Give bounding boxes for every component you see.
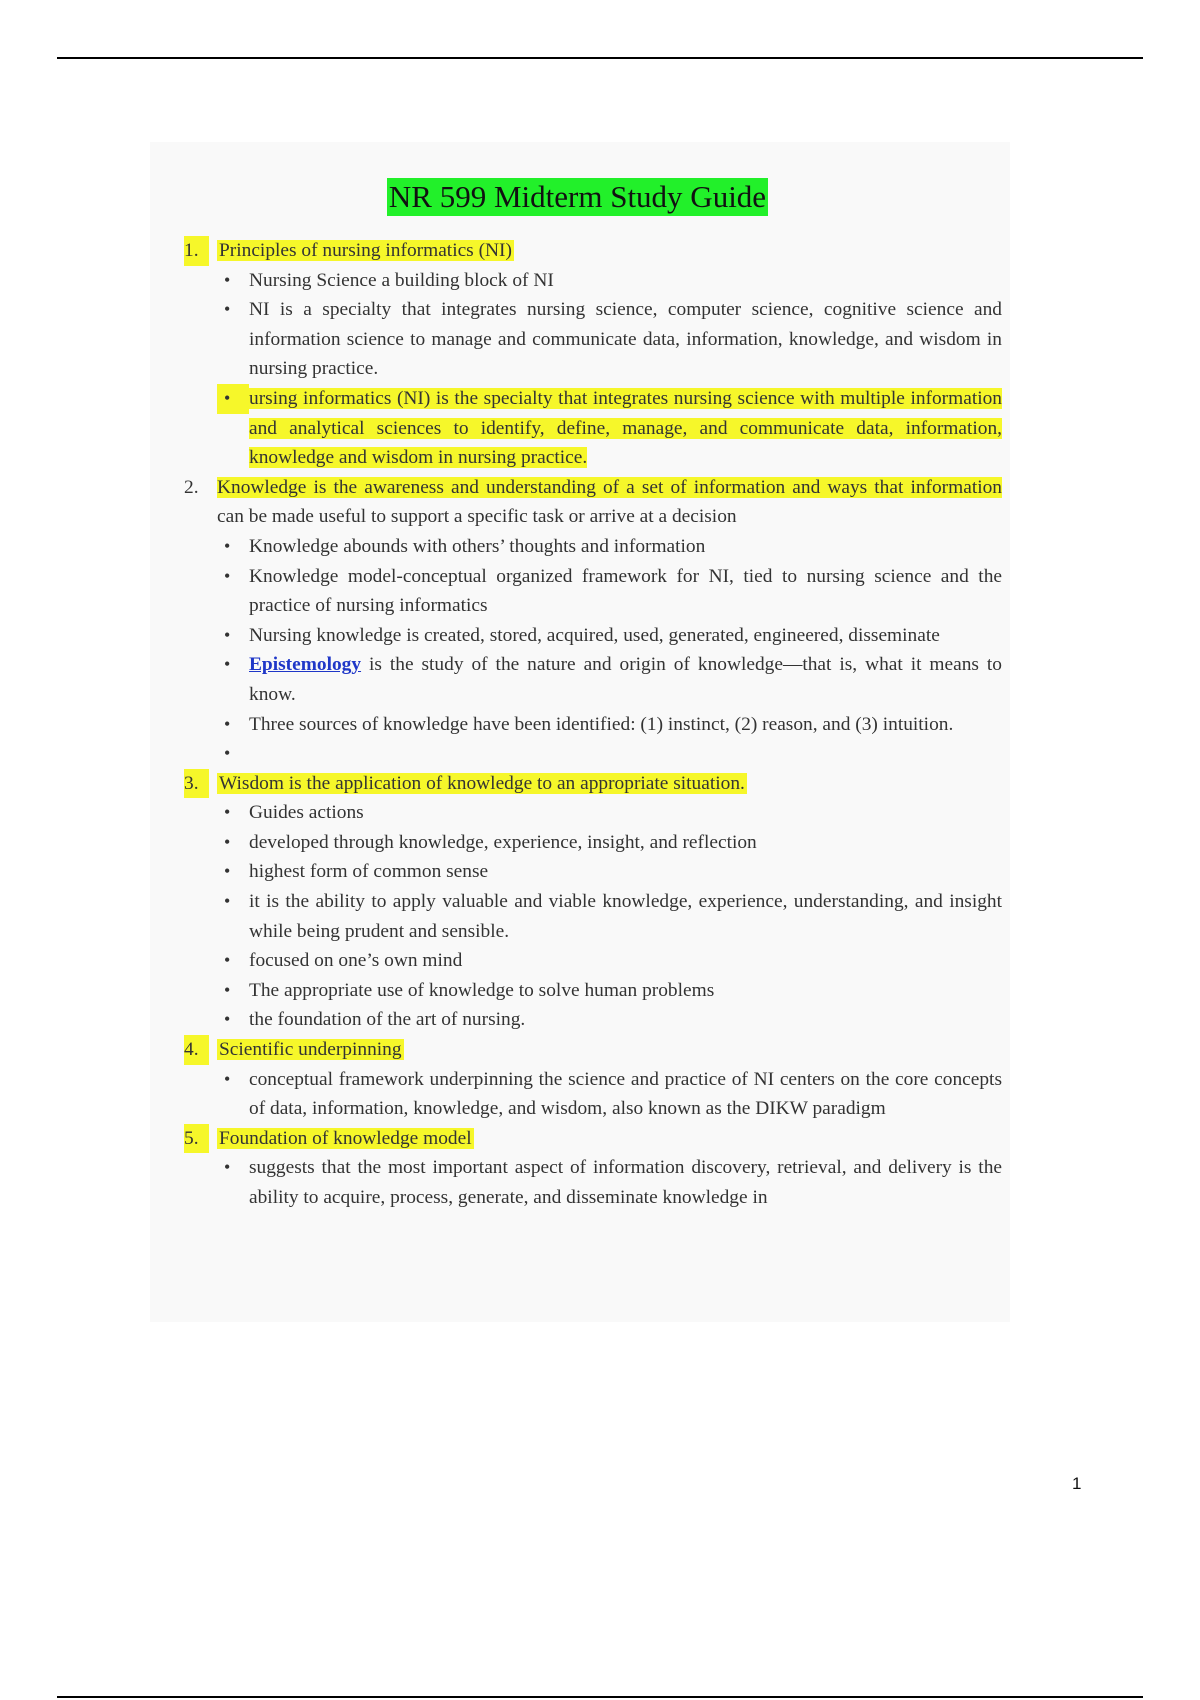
bullet-icon: • <box>224 535 231 556</box>
epistemology-link[interactable]: Epistemology <box>249 654 362 676</box>
section-title-rest: can be made useful to support a specific task or arrive at a decision <box>217 506 737 528</box>
bullet-icon: • <box>224 861 231 882</box>
bullet-text: ursing informatics (NI) is the specialty that integrates nursing science with multiple information and analytical sciences <box>249 387 1002 439</box>
list-item <box>224 295 1002 384</box>
bullet-icon: • <box>224 1068 231 1089</box>
section-title: Scientific underpinning <box>219 1039 402 1061</box>
bullet-icon: • <box>224 831 231 852</box>
section-title: Wisdom is the application of knowledge to an appropriate situation. <box>219 772 745 794</box>
bullet-text: focused on one’s own mind <box>249 950 463 972</box>
bullet-text: it is the ability to apply valuable and viable knowledge, experience, understanding, and insight while being prudent and sensible. <box>249 891 1002 942</box>
section-title: Knowledge is the awareness and understanding of a set of information and ways that information <box>217 476 1002 498</box>
list-item <box>224 532 1002 562</box>
list-item <box>224 798 1002 828</box>
section-title: Foundation of knowledge model <box>219 1127 472 1149</box>
bullet-text: the foundation of the art of nursing. <box>249 1009 526 1031</box>
section-number: 4. <box>184 1035 209 1065</box>
page-number: 1 <box>1072 1474 1082 1493</box>
bullet-list <box>224 532 1002 769</box>
list-item <box>224 1065 1002 1124</box>
list-item <box>224 976 1002 1006</box>
section-number: 3. <box>184 769 209 799</box>
bullet-list <box>224 1153 1002 1212</box>
bullet-text: NI is a specialty that integrates nursing science, computer science, cognitive science and information science to manage and communicate data, information, knowledge, and wisdom in nursing practice. <box>249 299 1002 380</box>
section-1 <box>184 236 1002 266</box>
list-item <box>224 828 1002 858</box>
bullet-text: is the study of the nature and origin of knowledge—that is, what it means to know. <box>249 654 1002 705</box>
bullet-list <box>224 266 1002 473</box>
bullet-icon: • <box>224 1009 231 1030</box>
bullet-icon: • <box>224 950 231 971</box>
section-3 <box>184 769 1002 799</box>
document-body <box>184 236 1002 1213</box>
bullet-text: Knowledge model-conceptual organized framework for NI, tied to nursing science and the practice of nursing informatics <box>249 565 1002 617</box>
section-title: Principles of nursing informatics (NI) <box>219 240 512 261</box>
highlighted-text: to identify, define, manage, and communicate data, information, knowledge and wisdom in nursing practice. <box>249 417 1002 469</box>
bullet-icon: • <box>224 269 231 290</box>
section-5 <box>184 1124 1002 1154</box>
bullet-text: highest form of common sense <box>249 861 489 883</box>
list-item <box>224 650 1002 709</box>
bullet-text: developed through knowledge, experience, insight, and reflection <box>249 831 757 853</box>
bullet-icon: • <box>224 979 231 1000</box>
footer-rule <box>57 1696 1143 1698</box>
empty-list-item <box>224 739 1002 769</box>
list-item <box>224 621 1002 651</box>
section-2 <box>184 473 1002 532</box>
bullet-icon: • <box>224 1157 231 1178</box>
list-item <box>224 887 1002 946</box>
bullet-icon: • <box>217 384 249 414</box>
section-number: 2. <box>184 476 199 498</box>
bullet-text: Nursing Science a building block of NI <box>249 269 554 291</box>
list-item <box>224 384 1002 473</box>
bullet-text: suggests that the most important aspect of information discovery, retrieval, and delivery is the ability to acquire, process, generate, and disseminate knowledge in <box>249 1157 1002 1208</box>
bullet-icon: • <box>224 743 231 764</box>
bullet-list <box>224 1065 1002 1124</box>
document-title-block <box>0 178 1155 216</box>
bullet-icon: • <box>224 654 231 675</box>
bullet-text: Guides actions <box>249 802 364 824</box>
list-item <box>224 857 1002 887</box>
bullet-text: Knowledge abounds with others’ thoughts and information <box>249 535 706 557</box>
bullet-icon: • <box>224 299 231 320</box>
list-item <box>224 710 1002 740</box>
bullet-icon: • <box>224 891 231 912</box>
bullet-icon: • <box>224 713 231 734</box>
bullet-text: The appropriate use of knowledge to solve human problems <box>249 979 715 1001</box>
bullet-text: Nursing knowledge is created, stored, acquired, used, generated, engineered, disseminate <box>249 624 940 646</box>
section-number: 1. <box>184 236 209 266</box>
header-rule <box>57 57 1143 59</box>
document-title: NR 599 Midterm Study Guide <box>388 179 767 214</box>
bullet-list <box>224 798 1002 1035</box>
list-item <box>224 1153 1002 1212</box>
list-item <box>224 946 1002 976</box>
list-item <box>224 1005 1002 1035</box>
section-number: 5. <box>184 1124 209 1154</box>
bullet-icon: • <box>224 565 231 586</box>
bullet-icon: • <box>224 802 231 823</box>
list-item <box>224 266 1002 296</box>
bullet-text: conceptual framework underpinning the science and practice of NI centers on the core concepts of data, information, knowledge, and wisdom, also known as the DIKW paradigm <box>249 1068 1002 1120</box>
bullet-text: Three sources of knowledge have been identified: (1) instinct, (2) reason, and (3) intuition. <box>249 713 954 735</box>
section-4 <box>184 1035 1002 1065</box>
bullet-icon: • <box>224 624 231 645</box>
list-item <box>224 562 1002 621</box>
